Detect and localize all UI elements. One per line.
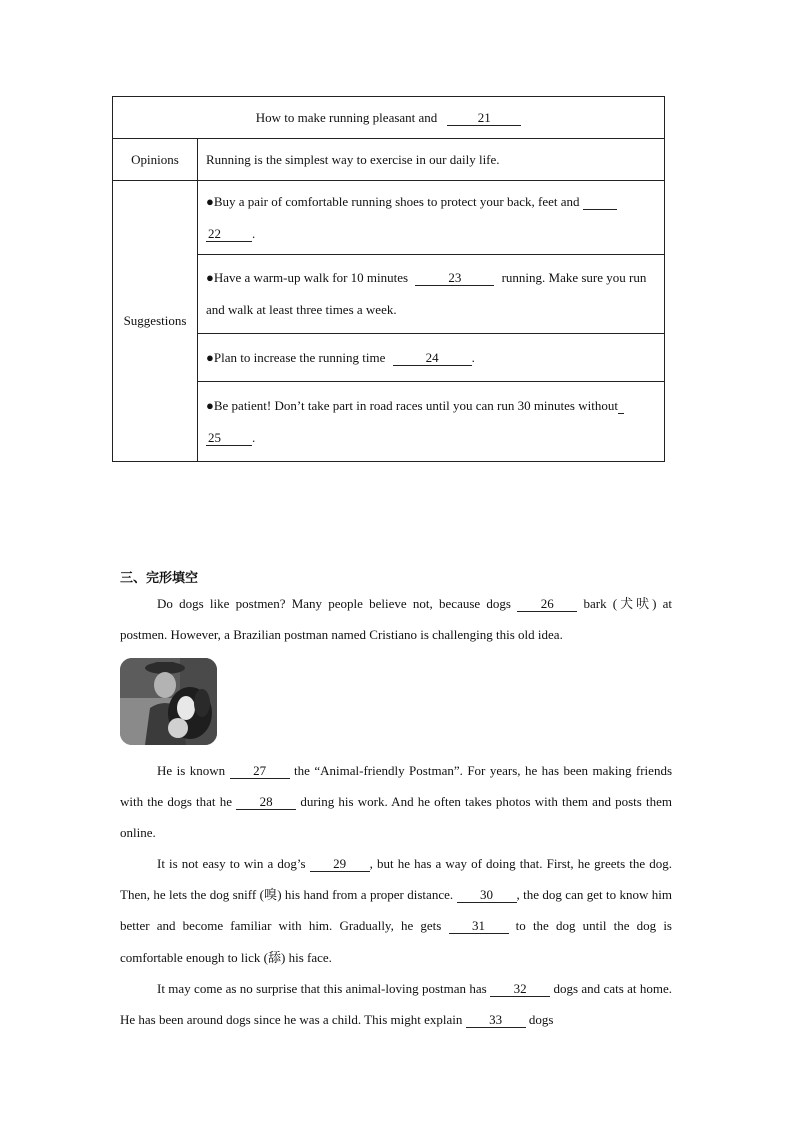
suggestion-3 — [206, 342, 660, 374]
suggestions-label-cell — [113, 181, 197, 461]
blank-32: 32 — [490, 982, 550, 997]
p2-text-c: during his work. And he often takes photos with them and posts them online. — [120, 794, 673, 841]
opinions-label-cell — [113, 139, 197, 180]
blank-25: 25 — [206, 431, 252, 446]
suggestion-4-text: ●Be patient! Don’t take part in road races until you can run 30 minutes without — [206, 398, 618, 413]
p1-text-a: Do dogs like postmen? Many people believe not, because dogs — [157, 596, 511, 611]
table-rule — [198, 254, 664, 255]
blank-33: 33 — [466, 1013, 526, 1028]
blank-25-line — [618, 399, 624, 414]
p4-text-b: dogs and cats at home. He has been around dogs since he was a child. This might explain — [120, 981, 673, 1028]
blank-22: 22 — [206, 227, 252, 242]
table-title-text: How to make running pleasant and — [255, 110, 438, 125]
table-rule — [198, 381, 664, 382]
suggestion-2 — [206, 262, 660, 326]
suggestion-3-text: ●Plan to increase the running time — [206, 350, 386, 365]
opinions-label: Opinions — [131, 151, 179, 167]
blank-29: 29 — [310, 857, 370, 872]
p3-text-d: to the dog until the dog is comfortable enough to lick (舔) his face. — [120, 918, 672, 965]
blank-30: 30 — [457, 888, 517, 903]
p3-text-a: It is not easy to win a dog’s — [157, 856, 306, 871]
suggestion-2-text: ●Have a warm-up walk for 10 minutes — [206, 270, 409, 285]
suggestion-3-suffix: . — [471, 350, 475, 365]
table-rule — [198, 333, 664, 334]
postman-dog-image — [120, 658, 217, 745]
suggestion-4-suffix: . — [252, 430, 256, 445]
blank-21: 21 — [447, 111, 521, 126]
table-title — [113, 97, 664, 139]
suggestion-2-suffix: running. Make sure you run and walk at least three times a week. — [206, 270, 647, 317]
blank-23: 23 — [415, 271, 494, 286]
blank-26: 26 — [517, 597, 577, 612]
suggestion-1-text: ●Buy a pair of comfortable running shoes to protect your back, feet and — [206, 194, 580, 209]
paragraph-3 — [120, 848, 672, 973]
p2-text-b: the “Animal-friendly Postman”. For years, he has been making friends with the dogs that he — [120, 763, 672, 810]
suggestion-1 — [206, 186, 660, 250]
running-table — [112, 96, 665, 462]
paragraph-2 — [120, 755, 672, 849]
suggestion-1-suffix: . — [252, 226, 256, 241]
paragraph-4 — [120, 973, 672, 1035]
table-divider — [197, 138, 198, 461]
suggestions-label: Suggestions — [123, 313, 187, 328]
section-title: 三、完形填空 — [120, 571, 199, 586]
blank-24: 24 — [393, 351, 472, 366]
blank-31: 31 — [449, 919, 509, 934]
suggestion-4 — [206, 390, 660, 454]
p2-text-a: He is known — [157, 763, 226, 778]
p3-text-c: , the dog can get to know him better and become familiar with him. Gradually, he gets — [120, 887, 672, 934]
p3-text-b: , but he has a way of doing that. First, he greets the dog. Then, he lets the dog sniff (嗅) his hand from a proper distance. — [120, 856, 673, 903]
blank-22-line — [583, 195, 617, 210]
p4-text-a: It may come as no surprise that this animal-loving postman has — [157, 981, 487, 996]
opinions-text-content: Running is the simplest way to exercise in our daily life. — [206, 152, 500, 167]
blank-27: 27 — [230, 764, 290, 779]
paragraph-1 — [120, 588, 672, 650]
p1-text-b: bark (犬吠) at postmen. However, a Brazilian postman named Cristiano is challenging this old idea. — [120, 596, 673, 643]
postman-with-dog-photo — [120, 658, 217, 745]
blank-28: 28 — [236, 795, 296, 810]
opinions-text — [206, 144, 660, 176]
p4-text-c: dogs — [528, 1012, 554, 1028]
